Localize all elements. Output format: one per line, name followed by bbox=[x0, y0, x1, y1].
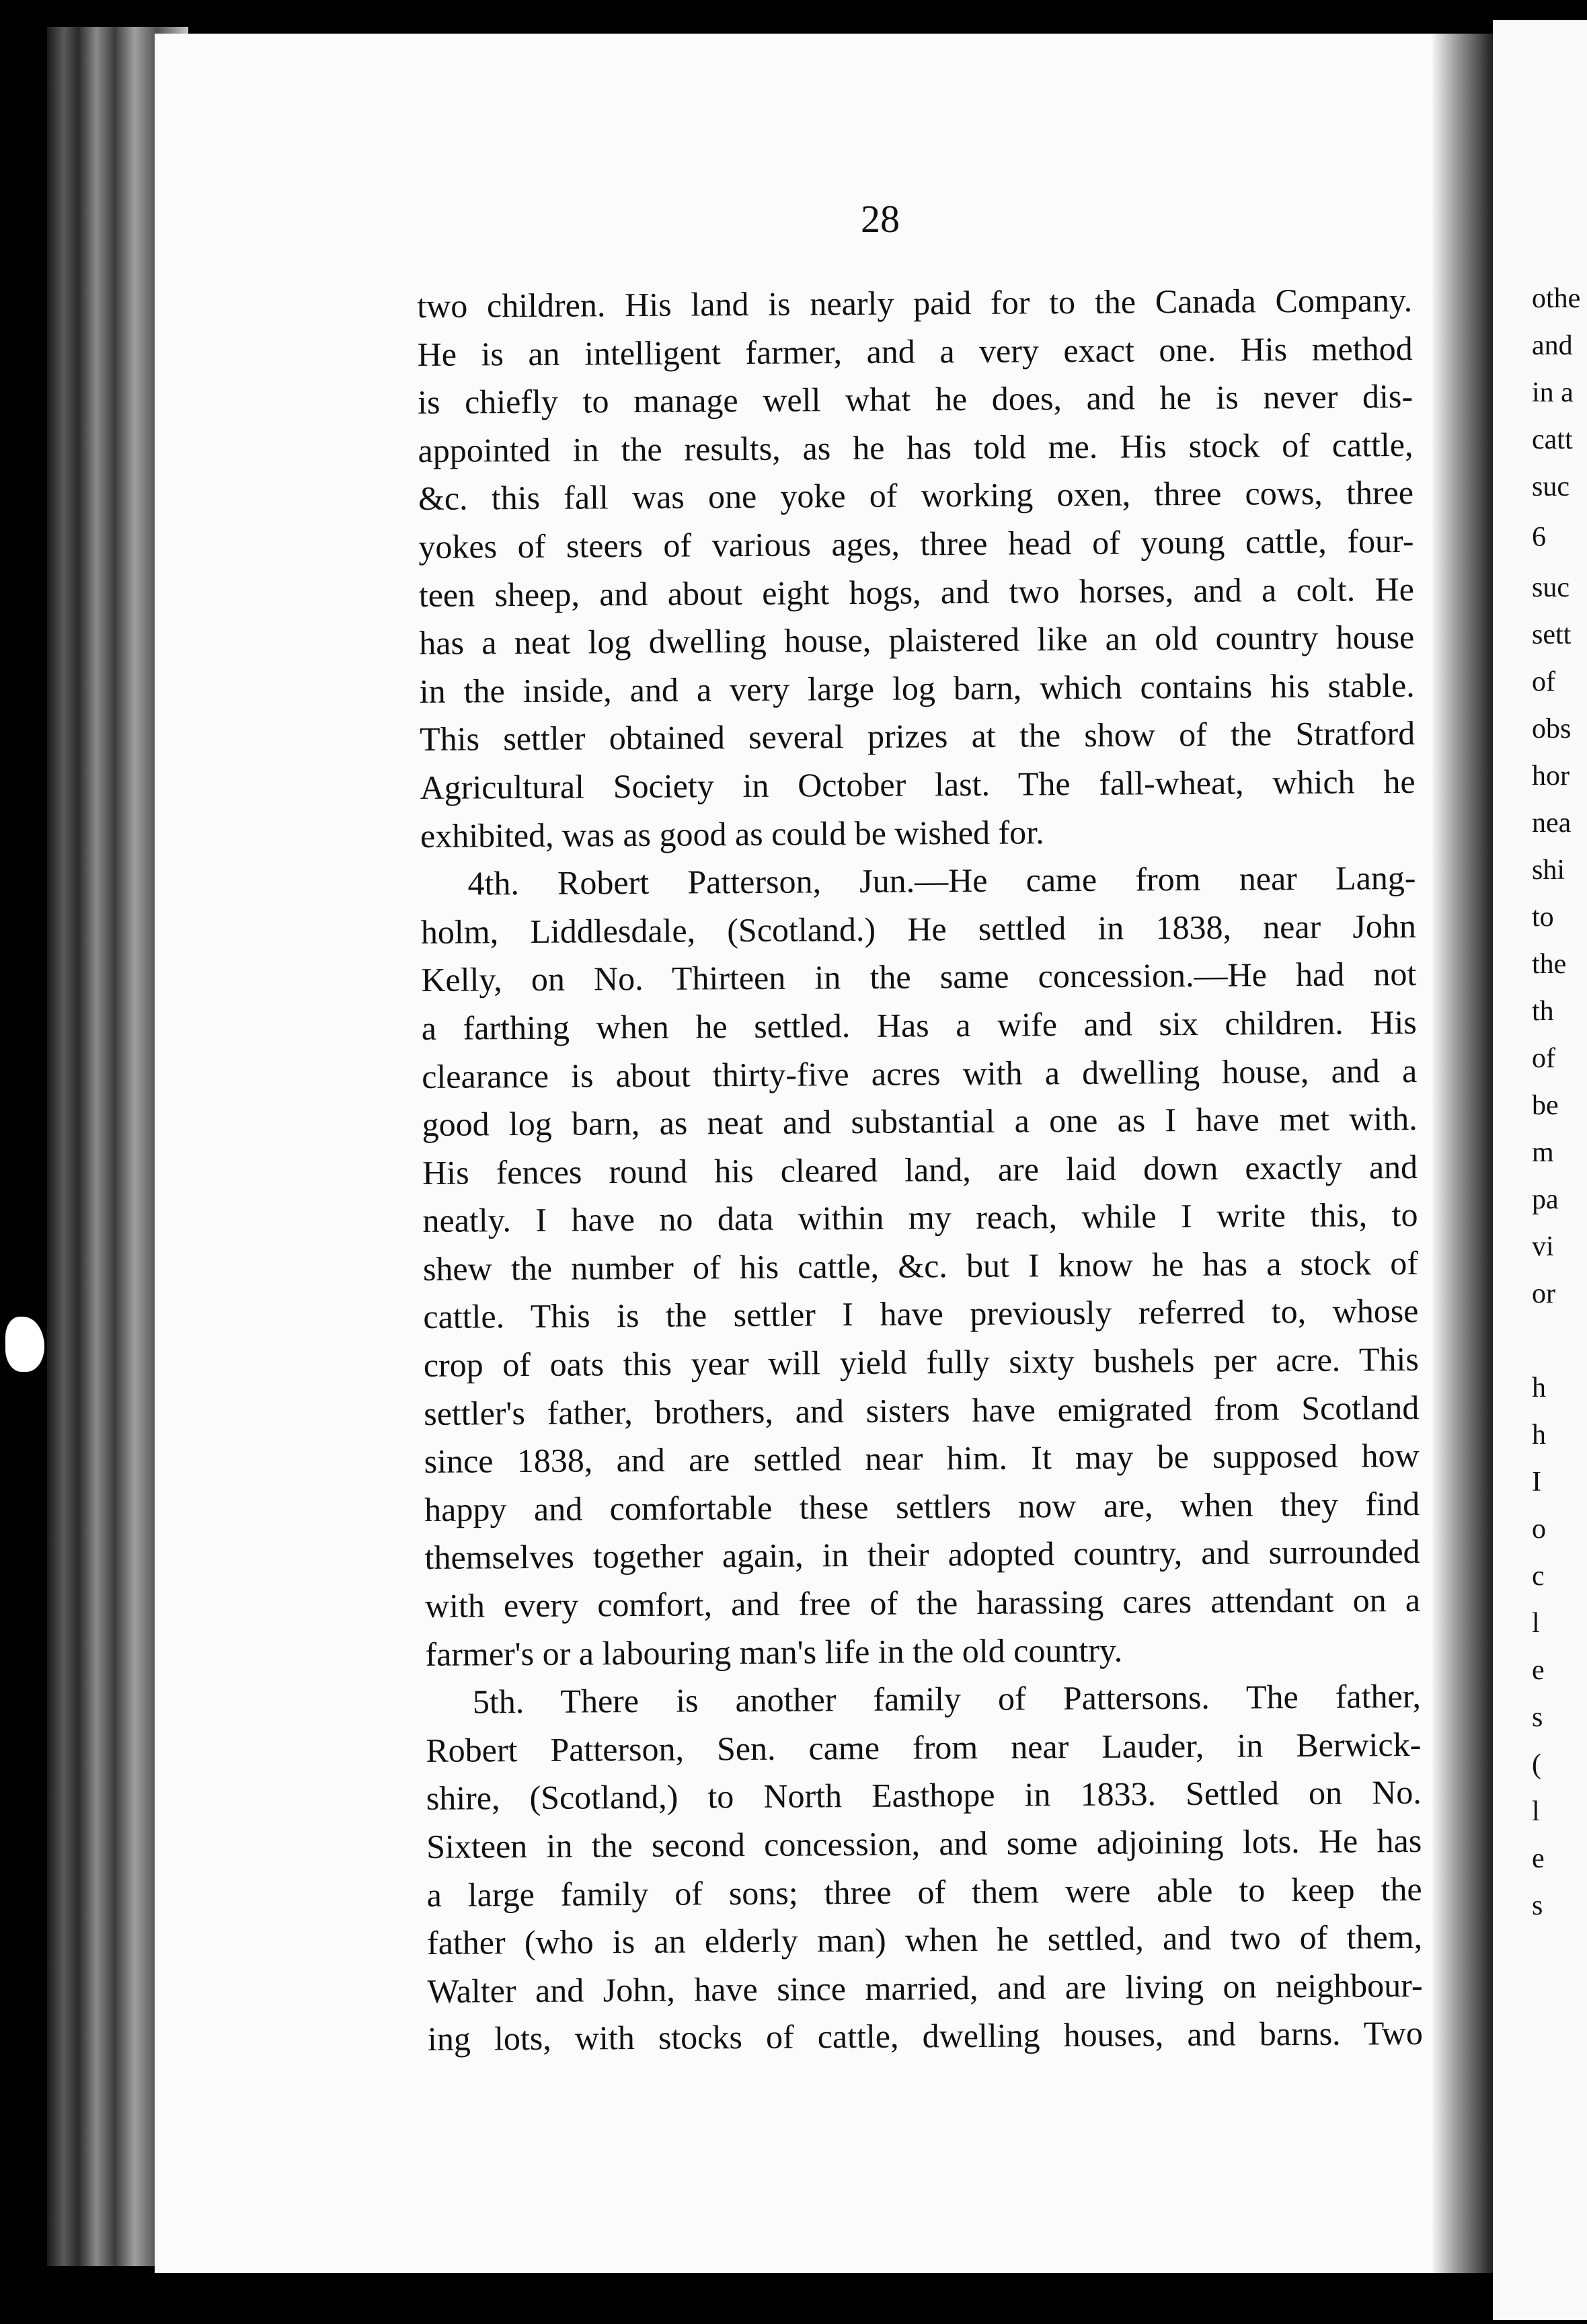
facing-page-fragment: suc bbox=[1532, 572, 1570, 603]
facing-page-fragment: othe bbox=[1532, 283, 1581, 314]
facing-page bbox=[1493, 20, 1587, 2320]
facing-page-fragment: suc bbox=[1532, 471, 1570, 502]
text-line: neatly. I have no data within my reach, while I write this, to bbox=[422, 1196, 1418, 1240]
facing-page-fragment: in a bbox=[1532, 377, 1574, 408]
text-line: &c. this fall was one yoke of working oxen, three cows, three bbox=[418, 473, 1414, 518]
text-line: has a neat log dwelling house, plaistered like an old country house bbox=[419, 618, 1415, 662]
book-gutter bbox=[1432, 34, 1493, 2273]
text-line: settler's father, brothers, and sisters have emigrated from Scotland bbox=[424, 1388, 1420, 1432]
facing-page-fragment: e bbox=[1532, 1655, 1545, 1686]
facing-page-fragment: pa bbox=[1532, 1184, 1559, 1215]
facing-page-fragment: the bbox=[1532, 949, 1567, 980]
text-line: shire, (Scotland,) to North Easthope in 1833. Settled on No. bbox=[426, 1773, 1422, 1818]
facing-page-fragment: m bbox=[1532, 1137, 1554, 1168]
facing-page-fragment: catt bbox=[1532, 424, 1573, 455]
text-line: teen sheep, and about eight hogs, and two horses, and a colt. He bbox=[418, 570, 1414, 614]
text-line: happy and comfortable these settlers now are, when they find bbox=[424, 1484, 1420, 1528]
facing-page-fragment: of bbox=[1532, 666, 1555, 697]
facing-page-fragment: s bbox=[1532, 1890, 1543, 1921]
text-line: Kelly, on No. Thirteen in the same concession.—He had not bbox=[421, 955, 1417, 999]
text-line: a large family of sons; three of them were able to keep the bbox=[426, 1869, 1422, 1914]
text-line: holm, Liddlesdale, (Scotland.) He settled in 1838, near John bbox=[420, 906, 1417, 951]
page-edge-blot bbox=[5, 1317, 44, 1372]
text-line: exhibited, was as good as could be wished for. bbox=[420, 812, 1044, 855]
facing-page-fragment: h bbox=[1532, 1372, 1546, 1403]
facing-page-fragment: o bbox=[1532, 1514, 1546, 1545]
text-line: since 1838, and are settled near him. It may be supposed how bbox=[424, 1436, 1420, 1481]
text-line: crop of oats this year will yield fully sixty bushels per acre. This bbox=[423, 1340, 1419, 1385]
facing-page-fragment: shi bbox=[1532, 855, 1565, 886]
text-line: in the inside, and a very large log barn, which contains his stable. bbox=[419, 666, 1415, 710]
facing-page-fragment: 6 bbox=[1532, 522, 1546, 553]
text-line: cattle. This is the settler I have previously referred to, whose bbox=[423, 1292, 1419, 1336]
facing-page-fragment: sett bbox=[1532, 619, 1572, 650]
facing-page-fragment: or bbox=[1532, 1278, 1555, 1309]
text-line: Robert Patterson, Sen. came from near Lauder, in Berwick- bbox=[426, 1725, 1422, 1769]
text-line: a farthing when he settled. Has a wife and six children. His bbox=[421, 1003, 1417, 1047]
page-number: 28 bbox=[861, 197, 900, 241]
text-line: farmer's or a labouring man's life in the old country. bbox=[425, 1631, 1123, 1673]
facing-page-fragment: be bbox=[1532, 1090, 1559, 1121]
facing-page-fragment: c bbox=[1532, 1561, 1545, 1592]
text-line: Sixteen in the second concession, and some adjoining lots. He has bbox=[426, 1821, 1422, 1865]
text-line: themselves together again, in their adopted country, and surrounded bbox=[424, 1533, 1420, 1577]
text-line: father (who is an elderly man) when he settled, and two of them, bbox=[426, 1918, 1423, 1962]
facing-page-fragment: and bbox=[1532, 330, 1573, 361]
body-text bbox=[417, 276, 1423, 2098]
text-line: 4th. Robert Patterson, Jun.—He came from near Lang- bbox=[467, 859, 1416, 902]
text-line: two children. His land is nearly paid for to the Canada Company. bbox=[417, 280, 1413, 325]
facing-page-fragment: of bbox=[1532, 1043, 1555, 1074]
text-line: 5th. There is another family of Pattersons. The father, bbox=[472, 1677, 1422, 1721]
text-line: Walter and John, have since married, and are living on neighbour- bbox=[427, 1966, 1423, 2010]
text-line: This settler obtained several prizes at the show of the Stratford bbox=[419, 714, 1416, 759]
text-line: shew the number of his cattle, &c. but I know he has a stock of bbox=[422, 1243, 1419, 1288]
text-line: yokes of steers of various ages, three head of young cattle, four- bbox=[418, 521, 1414, 566]
text-line: clearance is about thirty-five acres with a dwelling house, and a bbox=[422, 1051, 1418, 1095]
facing-page-fragment: ( bbox=[1532, 1749, 1541, 1780]
text-line: ing lots, with stocks of cattle, dwelling houses, and barns. Two bbox=[427, 2014, 1424, 2058]
facing-page-fragment: s bbox=[1532, 1702, 1543, 1733]
facing-page-fragment: l bbox=[1532, 1608, 1540, 1639]
facing-page-fragment: hor bbox=[1532, 761, 1570, 791]
facing-page-fragment: h bbox=[1532, 1420, 1546, 1450]
facing-page-fragment: e bbox=[1532, 1843, 1545, 1874]
text-line: Agricultural Society in October last. The fall-wheat, which he bbox=[420, 762, 1416, 806]
facing-page-fragment: I bbox=[1532, 1467, 1541, 1498]
facing-page-fragment: th bbox=[1532, 996, 1554, 1027]
facing-page-fragment: to bbox=[1532, 902, 1554, 933]
text-line: good log barn, as neat and substantial a one as I have met with. bbox=[422, 1099, 1418, 1144]
text-line: He is an intelligent farmer, and a very exact one. His method bbox=[417, 329, 1413, 373]
facing-page-fragment: l bbox=[1532, 1796, 1540, 1827]
facing-page-fragment: obs bbox=[1532, 713, 1572, 744]
text-line: appointed in the results, as he has told me. His stock of cattle, bbox=[418, 425, 1414, 469]
text-line: with every comfort, and free of the harassing cares attendant on a bbox=[424, 1580, 1421, 1625]
text-line: is chiefly to manage well what he does, and he is never dis- bbox=[417, 377, 1414, 422]
text-line: His fences round his cleared land, are laid down exactly and bbox=[422, 1147, 1418, 1192]
facing-page-fragment: nea bbox=[1532, 808, 1572, 839]
facing-page-fragment: vi bbox=[1532, 1231, 1554, 1262]
